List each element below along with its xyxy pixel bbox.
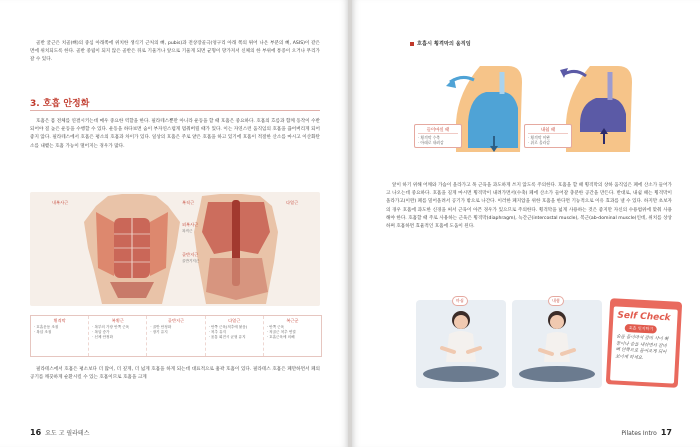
front-obliques-left [96,212,114,276]
callout-back-muscle: 다열근 [286,200,299,205]
self-check-badge: 호흡 인지하기 [625,324,658,334]
callout-internal-obliques: 내복사근 [52,200,69,205]
photo-inhale [416,300,506,388]
legend-col: 횡격막 · 호흡운동 조절 · 복압 조절 [31,316,89,356]
legend-col: 복근군 · 안쪽 근육 · 척골근 척추 연결 · 호흡근육에 의해 [266,318,299,339]
anatomy-illustration [30,192,320,306]
self-check-title: Self Check [617,310,671,324]
left-running-title: 요도 고 필라테스 [45,430,90,437]
right-folio [621,428,676,437]
back-glutes [206,258,268,300]
left-page-number: 16 [30,428,42,437]
self-check-paper [610,306,678,383]
right-running-title: Pilates Intro [621,430,657,437]
bottom-text: 필라테스에서 호흡은 평소보다 더 많이, 더 깊게, 더 넓게 호흡을 하게 되는데 대표적으로 흉곽 호흡이 있다. 필라테스 호흡은 폐만하면서 폐의 공기를 깨끗하게 순환시킬 수 있는 호흡이므로 호흡을 크게 [30,367,320,381]
left-folio [30,428,90,437]
legend-col: 골반저근 · 골반 안정화 · 장기 유지 [147,316,205,356]
callout-rectus-sub: 복직근 [182,229,193,233]
callout-rectus-abdominis: 복직근 [182,200,195,205]
diagram-title: 호흡시 횡격막의 움직임 [410,40,471,47]
callout-pelvic-floor: 골반저근 [182,252,199,257]
exhale-air-arrow [564,71,586,76]
intro-paragraph [30,40,320,65]
person-exhale-illustration [512,300,602,388]
photo-exhale [512,300,602,388]
intro-text: 골반 굴근은 치골(뼈)의 중심 아래쪽에 위치한 생식기 근처의 뼈, pubis)과 전상장골극(엉구리 아래 쪽의 튀어 나온 부분의 뼈, ASIS)이 같은 면에 위치되도록 한다. 골반 중립이 되지 않은 골반은 뒤로 기울거나 앞으로 기울게 되면 균형이 망가져서 신체의 한 부위에 통증이 오거나 무리가 갈 수 있다. [30,41,320,63]
person-inhale-illustration [416,300,506,388]
bullet-square [410,42,414,46]
exhale-label-box: 내쉴 때 · 횡격막 이완 · 위로 올라감 [524,124,572,148]
legend-col: 다열근 · 안쪽 근육(척추에 붙음) · 척추 유지 · 움통 회전시 균형 유지 [206,316,264,356]
body-text: 호흡은 몸 전체를 연결시키는데 매우 중요한 역할을 한다. 필라테스뿐만 아니라 운동을 할 때 호흡은 중요하다. 호흡의 흐름과 함께 동작이 수반되어야 질 높은 운동을 수행할 수 있다. 운동을 하다보면 숨이 부자연스럽게 멈춰버릴 때가 있다. 이는 자연스런 움직임의 호흡을 끊어버리게 되어 좋지 않다. 필라테스에서 호흡은 평소의 호흡과 차이가 있다. 일상의 호흡은 주로 얕은 호흡을 하고 있기에 호흡이 적절한 산소를 마시고 이산화탄소를 내뱉는 호흡 가능이 떨어지는 경우가 많다. [30,119,320,149]
front-obliques-right [150,212,168,276]
legend-col: 복횡근 · 복부의 가장 안쪽 근육 · 복압 증가 · 신체 안정화 [89,316,147,356]
body-paragraph [30,118,320,151]
right-page-number: 17 [660,428,672,437]
muscle-legend-table [30,315,322,357]
callout-external-obliques: 외복사근 [182,222,199,227]
self-check-text: 숨을 들이마셔 갈비 사이 확장이나 숨을 내쉬면서 갈비 뼈 안쪽으로 들어오게 되어 보이게 하세요. [615,334,669,361]
right-page [352,0,700,447]
heading-rule [30,110,320,111]
anatomy-figure [30,192,320,306]
right-body-paragraph [386,182,672,231]
photo-label-inhale: 마심 [452,296,468,306]
callout-pelvic-floor-sub: 골반기저근 [182,259,200,263]
photo-label-exhale: 내쉼 [548,296,564,306]
inhale-label-box: 들이마실 때 · 횡격막 수축 · 아래로 내려감 [414,124,462,148]
right-body-text: 앞이 하기 위해 어깨와 가슴이 올라가고 목 근육을 과도하게 쓰지 않도록 주의한다. 호흡을 할 때 횡격막의 상하 움직임은 폐에 산소가 들어가고 나오는데 중요하다. 호흡을 길게 마시면 횡격막이 내려가면서(수축) 폐에 산소가 들어갈 충분한 공간을 만든다. 반대로, 내쉴 때는 횡격막이 올라가고(이완) 폐를 밀어올려서 공기가 밖으로 나간다. 이러한 폐지압을 위한 호흡을 한다면 기능적으로 이유 효과를 낼 수 있다. 하지만 초보자의 경우 호흡에 과도한 신경을 써서 근육이 아픈 경우가 있으므로 주의한다. 횡격막을 넓게 사용하는 것은 좋지만 자신의 수용범위에 맞춰 사용해야 한다. 호흡할 때 주로 사용하는 근육은 횡격막(diaphragm), 늑간근(intercostal muscle), 복근(ab-dominal muscle)인데, 위치를 상상하며 호흡하면 효율적인 호흡에 도움이 된다. [386,183,672,230]
section-heading: 3. 호흡 안정화 [30,99,90,109]
left-page [0,0,348,447]
bottom-paragraph [30,366,320,382]
self-check-clipboard [606,298,682,388]
breathing-diagram [410,52,650,167]
